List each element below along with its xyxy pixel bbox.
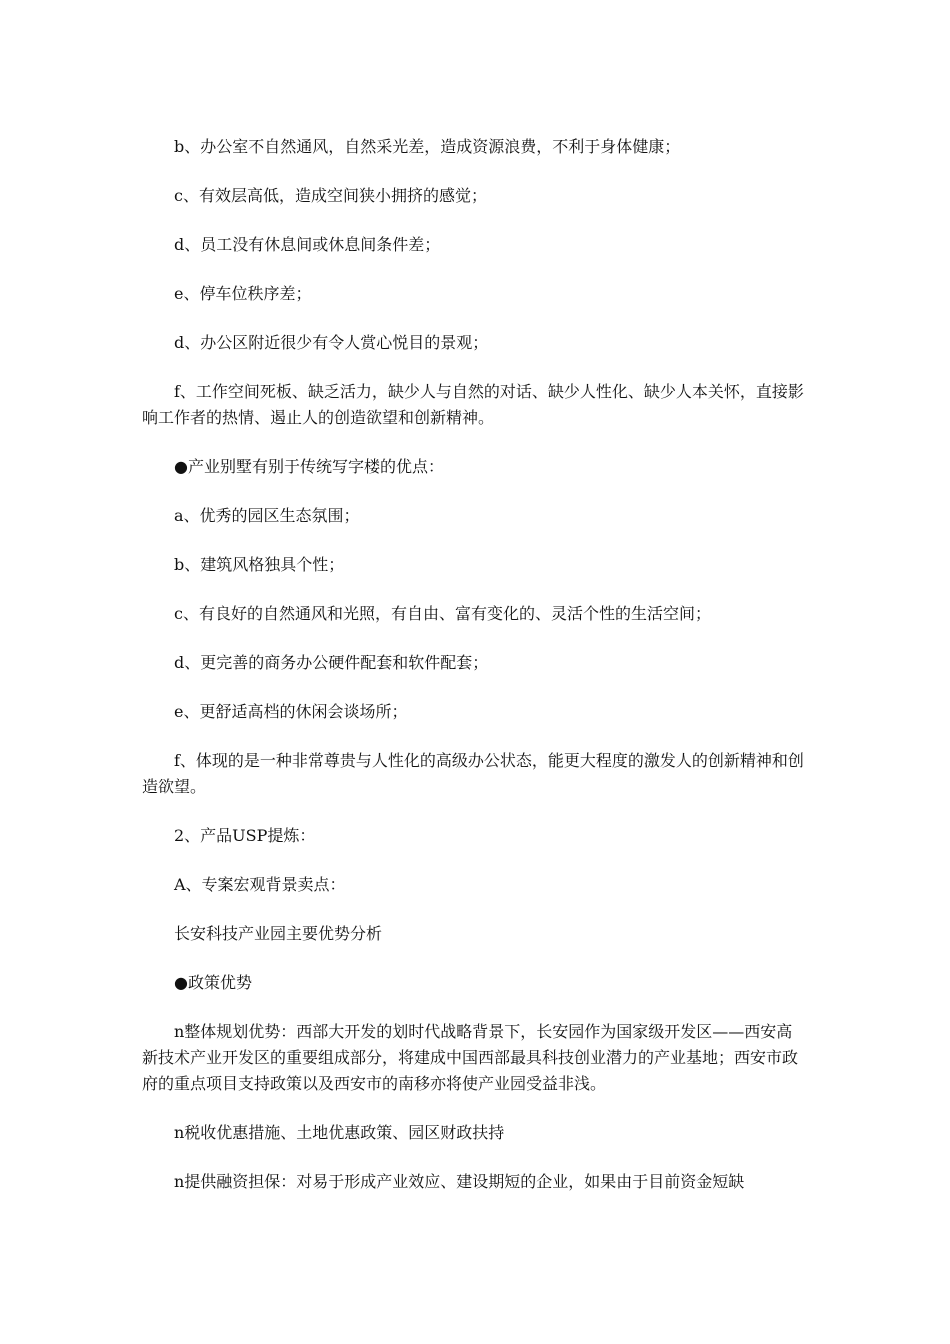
- paragraph-macro-background: A、专案宏观背景卖点：: [174, 875, 346, 894]
- paragraph-tax-incentives: n税收优惠措施、土地优惠政策、园区财政扶持: [174, 1123, 505, 1142]
- paragraph-facilities: d、更完善的商务办公硬件配套和软件配套；: [174, 653, 489, 672]
- document-body: [142, 134, 806, 1218]
- paragraph-policy-heading: ●政策优势: [174, 973, 252, 992]
- paragraph-office-ventilation: b、办公室不自然通风，自然采光差，造成资源浪费，不利于身体健康；: [174, 137, 681, 156]
- paragraph-architecture: b、建筑风格独具个性；: [174, 555, 345, 574]
- paragraph-floor-height: c、有效层高低，造成空间狭小拥挤的感觉；: [174, 186, 487, 205]
- paragraph-ecology: a、优秀的园区生态氛围；: [174, 506, 360, 525]
- paragraph-rest-room: d、员工没有休息间或休息间条件差；: [174, 235, 441, 254]
- paragraph-parking: e、停车位秩序差；: [174, 284, 312, 303]
- paragraph-villa-advantages-heading: ●产业别墅有别于传统写字楼的优点：: [174, 457, 444, 476]
- paragraph-leisure: e、更舒适高档的休闲会谈场所；: [174, 702, 408, 721]
- paragraph-ventilation-light: c、有良好的自然通风和光照，有自由、富有变化的、灵活个性的生活空间；: [174, 604, 711, 623]
- paragraph-usp-heading: 2、产品USP提炼：: [174, 826, 316, 845]
- paragraph-office-status: f、体现的是一种非常尊贵与人性化的高级办公状态，能更大程度的激发人的创新精神和创造欲望。: [142, 751, 804, 796]
- paragraph-financing: n提供融资担保：对易于形成产业效应、建设期短的企业，如果由于目前资金短缺: [174, 1172, 745, 1191]
- paragraph-park-analysis: 长安科技产业园主要优势分析: [174, 924, 383, 943]
- paragraph-work-space: f、工作空间死板、缺乏活力，缺少人与自然的对话、缺少人性化、缺少人本关怀，直接影响工作者的热情、遏止人的创造欲望和创新精神。: [142, 382, 804, 427]
- paragraph-landscape: d、办公区附近很少有令人赏心悦目的景观；: [174, 333, 489, 352]
- paragraph-planning-advantage: n整体规划优势：西部大开发的划时代战略背景下，长安园作为国家级开发区——西安高新技术产业开发区的重要组成部分，将建成中国西部最具科技创业潜力的产业基地；西安市政府的重点项目支持政策以及西安市的南移亦将使产业园受益非浅。: [142, 1022, 799, 1093]
